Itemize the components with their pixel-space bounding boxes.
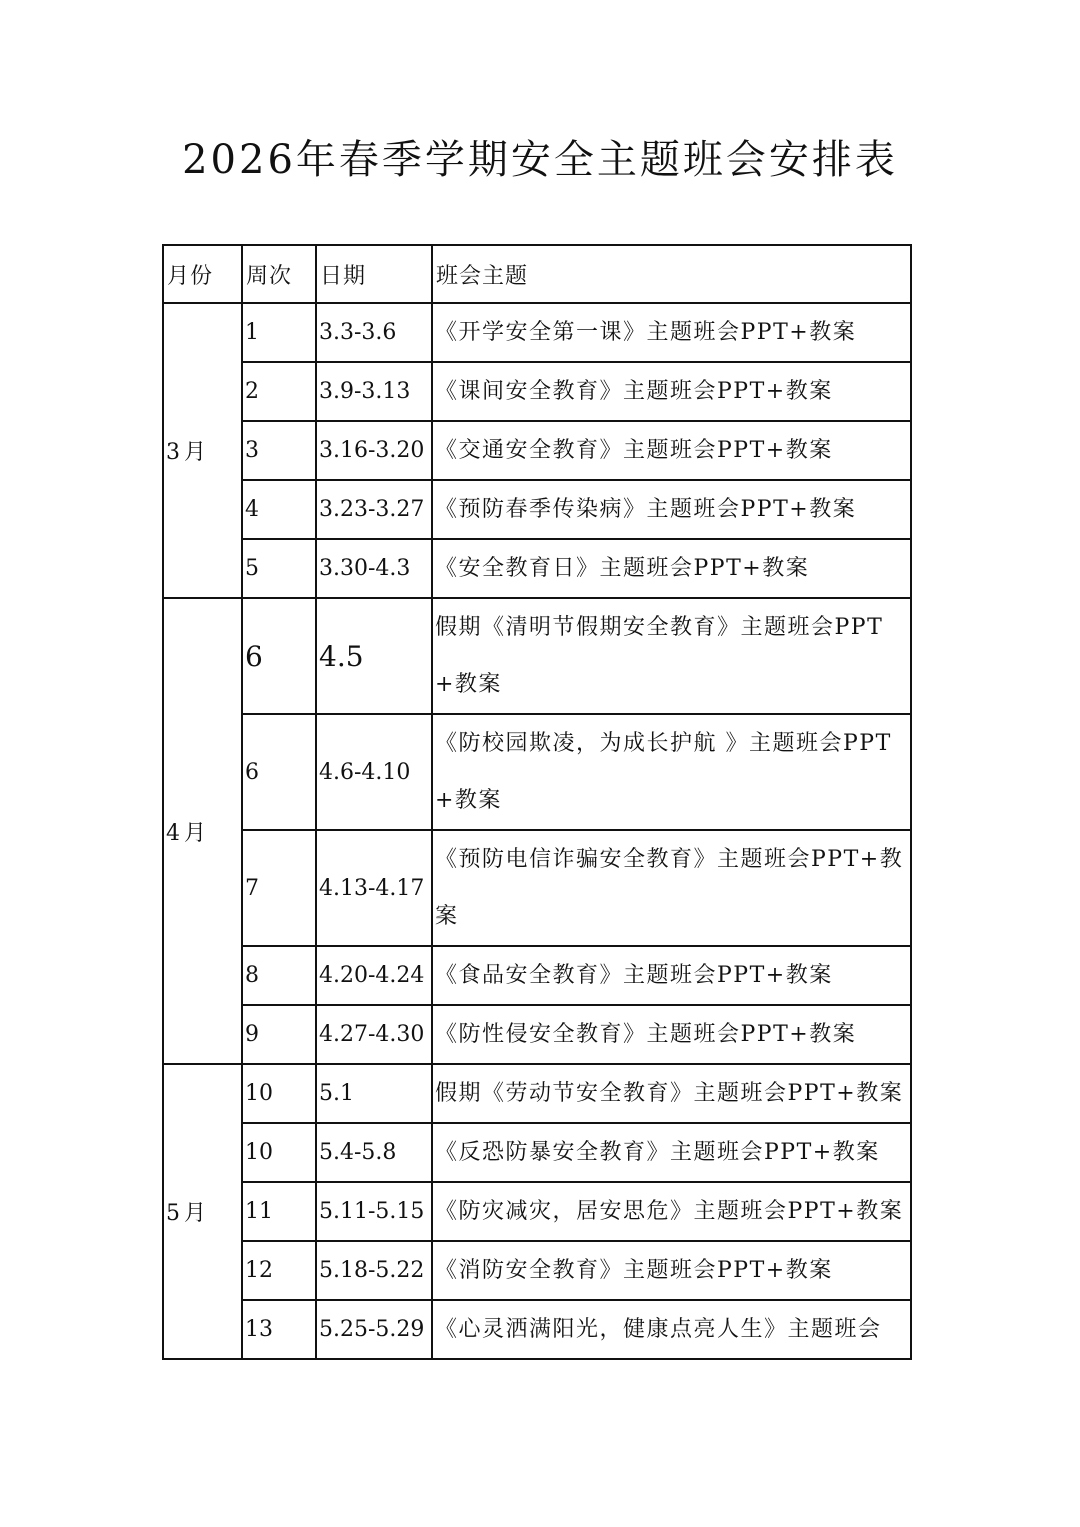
topic-cell: 《开学安全第一课》主题班会PPT+教案 [432,303,911,362]
week-cell: 4 [242,480,316,539]
table-row [163,946,911,1005]
header-date: 日期 [316,245,432,303]
date-cell: 4.6-4.10 [316,714,432,830]
topic-cell: 《心灵洒满阳光，健康点亮人生》主题班会 [432,1300,911,1359]
date-cell: 4.13-4.17 [316,830,432,946]
topic-cell: 《预防电信诈骗安全教育》主题班会PPT+教案 [432,830,911,946]
topic-cell: 《防校园欺凌，为成长护航 》主题班会PPT+教案 [432,714,911,830]
table-row [163,1064,911,1123]
header-week: 周次 [242,245,316,303]
date-cell: 4.20-4.24 [316,946,432,1005]
table-row [163,362,911,421]
table-row [163,1300,911,1359]
week-cell: 6 [242,714,316,830]
date-cell: 3.23-3.27 [316,480,432,539]
topic-cell: 《交通安全教育》主题班会PPT+教案 [432,421,911,480]
topic-cell: 《反恐防暴安全教育》主题班会PPT+教案 [432,1123,911,1182]
week-cell: 8 [242,946,316,1005]
topic-cell: 《消防安全教育》主题班会PPT+教案 [432,1241,911,1300]
date-cell: 5.1 [316,1064,432,1123]
date-cell: 5.25-5.29 [316,1300,432,1359]
date-cell: 3.16-3.20 [316,421,432,480]
month-cell-may: 5月 [163,1064,242,1359]
week-cell: 9 [242,1005,316,1064]
week-cell: 10 [242,1064,316,1123]
table-row [163,303,911,362]
date-cell: 4.27-4.30 [316,1005,432,1064]
topic-cell: 《预防春季传染病》主题班会PPT+教案 [432,480,911,539]
month-cell-april: 4月 [163,598,242,1064]
table-row [163,1241,911,1300]
week-cell: 2 [242,362,316,421]
week-cell: 3 [242,421,316,480]
date-cell: 3.30-4.3 [316,539,432,598]
date-cell: 3.9-3.13 [316,362,432,421]
header-month: 月份 [163,245,242,303]
date-cell: 5.4-5.8 [316,1123,432,1182]
topic-cell: 假期《清明节假期安全教育》主题班会PPT+教案 [432,598,911,714]
week-cell: 5 [242,539,316,598]
table-header-row [163,245,911,303]
schedule-table [162,244,912,1360]
week-cell: 6 [242,598,316,714]
month-cell-march: 3月 [163,303,242,598]
table-row [163,480,911,539]
table-row [163,598,911,714]
date-cell: 4.5 [316,598,432,714]
topic-cell: 《食品安全教育》主题班会PPT+教案 [432,946,911,1005]
week-cell: 11 [242,1182,316,1241]
date-cell: 5.11-5.15 [316,1182,432,1241]
table-row [163,714,911,830]
date-cell: 5.18-5.22 [316,1241,432,1300]
table-row [163,421,911,480]
topic-cell: 《防灾减灾，居安思危》主题班会PPT+教案 [432,1182,911,1241]
week-cell: 13 [242,1300,316,1359]
week-cell: 12 [242,1241,316,1300]
topic-cell: 假期《劳动节安全教育》主题班会PPT+教案 [432,1064,911,1123]
topic-cell: 《防性侵安全教育》主题班会PPT+教案 [432,1005,911,1064]
date-cell: 3.3-3.6 [316,303,432,362]
table-row [163,1182,911,1241]
topic-cell: 《安全教育日》主题班会PPT+教案 [432,539,911,598]
topic-cell: 《课间安全教育》主题班会PPT+教案 [432,362,911,421]
table-row [163,830,911,946]
week-cell: 10 [242,1123,316,1182]
table-row [163,1005,911,1064]
week-cell: 7 [242,830,316,946]
table-row [163,1123,911,1182]
header-topic: 班会主题 [432,245,911,303]
table-row [163,539,911,598]
page-title: 2026年春季学期安全主题班会安排表 [182,137,898,183]
week-cell: 1 [242,303,316,362]
